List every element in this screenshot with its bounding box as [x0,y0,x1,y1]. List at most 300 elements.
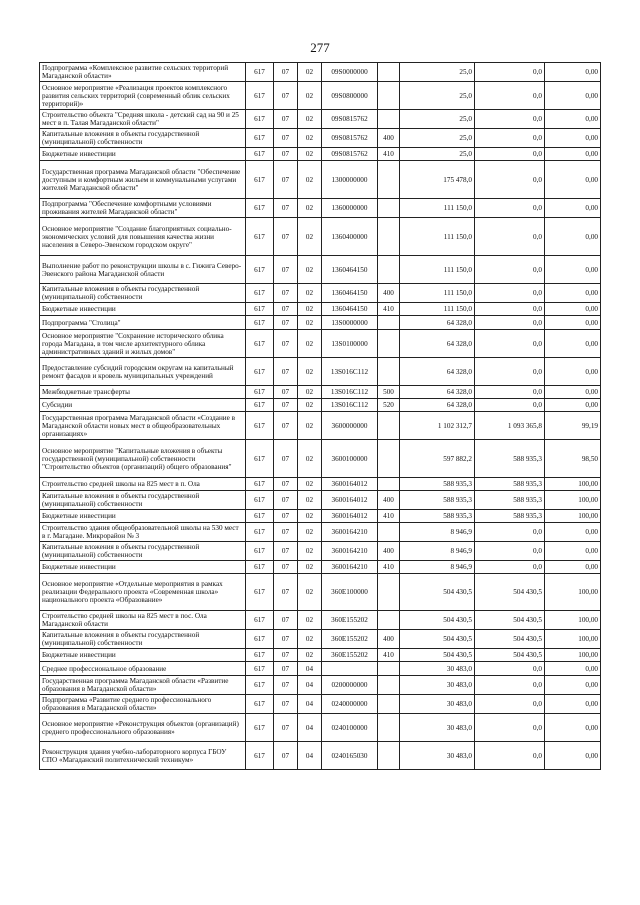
grbs-code: 617 [246,256,274,284]
subsection-code: 02 [298,440,322,478]
planned-amount: 111 150,0 [400,218,475,256]
subsection-code: 02 [298,110,322,129]
target-article-code: 09S0815762 [322,148,378,161]
execution-percent: 0,00 [545,676,601,695]
executed-amount: 0,0 [475,399,545,412]
table-row [40,412,601,440]
planned-amount: 111 150,0 [400,256,475,284]
execution-percent: 100,00 [545,478,601,491]
expense-type-code: 400 [378,630,400,649]
subsection-code: 02 [298,399,322,412]
row-name: Основное мероприятие «Реализация проектов комплексного развития сельских территорий (современный облик сельских территорий)» [40,82,246,110]
table-row [40,303,601,316]
expense-type-code: 400 [378,129,400,148]
table-row [40,649,601,662]
grbs-code: 617 [246,523,274,542]
table-row [40,386,601,399]
grbs-code: 617 [246,63,274,82]
row-name: Бюджетные инвестиции [40,148,246,161]
planned-amount: 30 483,0 [400,695,475,714]
target-article-code: 1360000000 [322,199,378,218]
grbs-code: 617 [246,284,274,303]
target-article-code: 13S016C112 [322,386,378,399]
expense-type-code [378,478,400,491]
section-code: 07 [274,742,298,770]
table-row [40,316,601,330]
table-row [40,148,601,161]
table-row [40,199,601,218]
executed-amount: 0,0 [475,676,545,695]
subsection-code: 04 [298,662,322,676]
grbs-code: 617 [246,574,274,611]
row-name: Строительство здания общеобразовательной школы на 530 мест в г. Магадане. Микрорайон № 3 [40,523,246,542]
table-row [40,714,601,742]
target-article-code: 1300000000 [322,161,378,199]
table-row [40,82,601,110]
table-row [40,161,601,199]
planned-amount: 111 150,0 [400,303,475,316]
target-article-code: 0240165030 [322,742,378,770]
executed-amount: 0,0 [475,199,545,218]
section-code: 07 [274,110,298,129]
subsection-code: 02 [298,542,322,561]
execution-percent: 99,19 [545,412,601,440]
executed-amount: 504 430,5 [475,630,545,649]
table-row [40,110,601,129]
execution-percent: 0,00 [545,148,601,161]
row-name: Подпрограмма "Столица" [40,316,246,330]
executed-amount: 0,0 [475,284,545,303]
section-code: 07 [274,574,298,611]
section-code: 07 [274,199,298,218]
target-article-code: 3600164012 [322,491,378,510]
row-name: Межбюджетные трансферты [40,386,246,399]
execution-percent: 100,00 [545,611,601,630]
target-article-code: 09S0000000 [322,63,378,82]
section-code: 07 [274,523,298,542]
subsection-code: 02 [298,330,322,358]
grbs-code: 617 [246,129,274,148]
expense-type-code [378,218,400,256]
target-article-code: 360E155202 [322,611,378,630]
expense-type-code [378,523,400,542]
expense-type-code [378,662,400,676]
planned-amount: 8 946,9 [400,523,475,542]
section-code: 07 [274,303,298,316]
expense-type-code [378,82,400,110]
grbs-code: 617 [246,742,274,770]
expense-type-code [378,358,400,386]
section-code: 07 [274,386,298,399]
subsection-code: 02 [298,478,322,491]
planned-amount: 588 935,3 [400,491,475,510]
grbs-code: 617 [246,714,274,742]
execution-percent: 0,00 [545,662,601,676]
row-name: Основное мероприятие "Сохранение исторического облика города Магадана, в том числе архитектурного облика административных зданий и жилых домов" [40,330,246,358]
planned-amount: 25,0 [400,63,475,82]
subsection-code: 02 [298,199,322,218]
executed-amount: 0,0 [475,129,545,148]
expense-type-code [378,161,400,199]
executed-amount: 1 093 365,8 [475,412,545,440]
table-row [40,330,601,358]
section-code: 07 [274,649,298,662]
subsection-code: 02 [298,358,322,386]
target-article-code: 360E155202 [322,630,378,649]
execution-percent: 100,00 [545,510,601,523]
target-article-code: 1360400000 [322,218,378,256]
subsection-code: 04 [298,676,322,695]
expense-type-code [378,63,400,82]
row-name: Капитальные вложения в объекты государственной (муниципальной) собственности [40,491,246,510]
expense-type-code [378,676,400,695]
execution-percent: 0,00 [545,199,601,218]
executed-amount: 0,0 [475,148,545,161]
planned-amount: 588 935,3 [400,478,475,491]
target-article-code: 360E100000 [322,574,378,611]
planned-amount: 64 328,0 [400,316,475,330]
execution-percent: 0,00 [545,542,601,561]
row-name: Среднее профессиональное образование [40,662,246,676]
planned-amount: 64 328,0 [400,386,475,399]
section-code: 07 [274,676,298,695]
planned-amount: 588 935,3 [400,510,475,523]
table-row [40,491,601,510]
subsection-code: 04 [298,714,322,742]
target-article-code: 0200000000 [322,676,378,695]
executed-amount: 0,0 [475,218,545,256]
target-article-code: 1360464150 [322,303,378,316]
expense-type-code [378,412,400,440]
budget-table-body [40,63,601,770]
expense-type-code: 400 [378,542,400,561]
planned-amount: 175 478,0 [400,161,475,199]
table-row [40,284,601,303]
subsection-code: 04 [298,742,322,770]
executed-amount: 0,0 [475,161,545,199]
subsection-code: 02 [298,649,322,662]
row-name: Строительство средней школы на 825 мест в п. Ола [40,478,246,491]
table-row [40,742,601,770]
execution-percent: 0,00 [545,695,601,714]
expense-type-code [378,256,400,284]
planned-amount: 111 150,0 [400,199,475,218]
subsection-code: 02 [298,561,322,574]
grbs-code: 617 [246,440,274,478]
grbs-code: 617 [246,611,274,630]
grbs-code: 617 [246,399,274,412]
execution-percent: 0,00 [545,561,601,574]
expense-type-code [378,330,400,358]
planned-amount: 64 328,0 [400,358,475,386]
execution-percent: 0,00 [545,256,601,284]
execution-percent: 0,00 [545,284,601,303]
execution-percent: 0,00 [545,161,601,199]
planned-amount: 597 882,2 [400,440,475,478]
target-article-code: 3600164210 [322,542,378,561]
section-code: 07 [274,561,298,574]
planned-amount: 504 430,5 [400,649,475,662]
expense-type-code: 410 [378,649,400,662]
table-row [40,523,601,542]
execution-percent: 0,00 [545,742,601,770]
row-name: Подпрограмма "Обеспечение комфортными условиями проживания жителей Магаданской области" [40,199,246,218]
executed-amount: 0,0 [475,110,545,129]
expense-type-code [378,695,400,714]
execution-percent: 0,00 [545,386,601,399]
execution-percent: 0,00 [545,316,601,330]
expense-type-code [378,611,400,630]
page-number: 277 [310,40,330,55]
executed-amount: 0,0 [475,523,545,542]
executed-amount: 588 935,3 [475,491,545,510]
grbs-code: 617 [246,561,274,574]
execution-percent: 0,00 [545,303,601,316]
grbs-code: 617 [246,316,274,330]
grbs-code: 617 [246,199,274,218]
grbs-code: 617 [246,542,274,561]
target-article-code: 13S016C112 [322,358,378,386]
planned-amount: 25,0 [400,110,475,129]
executed-amount: 0,0 [475,316,545,330]
executed-amount: 588 935,3 [475,510,545,523]
execution-percent: 98,50 [545,440,601,478]
expense-type-code: 400 [378,284,400,303]
planned-amount: 25,0 [400,148,475,161]
table-row [40,510,601,523]
expense-type-code [378,574,400,611]
row-name: Субсидии [40,399,246,412]
execution-percent: 0,00 [545,82,601,110]
grbs-code: 617 [246,662,274,676]
table-row [40,676,601,695]
target-article-code: 13S016C112 [322,399,378,412]
subsection-code: 04 [298,695,322,714]
row-name: Подпрограмма «Комплексное развитие сельских территорий Магаданской области» [40,63,246,82]
row-name: Строительство средней школы на 825 мест в пос. Ола Магаданской области [40,611,246,630]
target-article-code: 3600100000 [322,440,378,478]
table-row [40,662,601,676]
planned-amount: 30 483,0 [400,742,475,770]
target-article-code: 13S0100000 [322,330,378,358]
row-name: Выполнение работ по реконструкции школы в с. Гижига Северо-Эвенского района Магаданской области [40,256,246,284]
row-name: Реконструкция здания учебно-лабораторного корпуса ГБОУ СПО «Магаданский политехнический техникум» [40,742,246,770]
expense-type-code [378,199,400,218]
executed-amount: 0,0 [475,330,545,358]
subsection-code: 02 [298,574,322,611]
planned-amount: 8 946,9 [400,561,475,574]
executed-amount: 0,0 [475,561,545,574]
planned-amount: 1 102 312,7 [400,412,475,440]
table-row [40,542,601,561]
target-article-code: 1360464150 [322,284,378,303]
execution-percent: 0,00 [545,523,601,542]
executed-amount: 0,0 [475,256,545,284]
subsection-code: 02 [298,284,322,303]
table-row [40,440,601,478]
planned-amount: 30 483,0 [400,714,475,742]
target-article-code: 3600164210 [322,561,378,574]
subsection-code: 02 [298,256,322,284]
section-code: 07 [274,330,298,358]
planned-amount: 8 946,9 [400,542,475,561]
target-article-code: 1360464150 [322,256,378,284]
subsection-code: 02 [298,316,322,330]
planned-amount: 25,0 [400,82,475,110]
table-row [40,695,601,714]
row-name: Капитальные вложения в объекты государственной (муниципальной) собственности [40,630,246,649]
section-code: 07 [274,82,298,110]
table-row [40,478,601,491]
expense-type-code [378,110,400,129]
execution-percent: 0,00 [545,63,601,82]
expense-type-code: 410 [378,303,400,316]
section-code: 07 [274,510,298,523]
section-code: 07 [274,218,298,256]
expense-type-code: 400 [378,491,400,510]
row-name: Бюджетные инвестиции [40,303,246,316]
executed-amount: 0,0 [475,742,545,770]
row-name: Государственная программа Магаданской области «Развитие образования в Магаданской области» [40,676,246,695]
grbs-code: 617 [246,412,274,440]
target-article-code: 3600164012 [322,478,378,491]
row-name: Предоставление субсидий городским округам на капитальный ремонт фасадов и кровель муниципальных учреждений [40,358,246,386]
subsection-code: 02 [298,510,322,523]
grbs-code: 617 [246,491,274,510]
table-row [40,630,601,649]
row-name: Основное мероприятие «Реконструкция объектов (организаций) среднего профессионального образования» [40,714,246,742]
execution-percent: 100,00 [545,491,601,510]
executed-amount: 0,0 [475,662,545,676]
row-name: Капитальные вложения в объекты государственной (муниципальной) собственности [40,542,246,561]
executed-amount: 504 430,5 [475,611,545,630]
grbs-code: 617 [246,303,274,316]
grbs-code: 617 [246,695,274,714]
subsection-code: 02 [298,386,322,399]
subsection-code: 02 [298,148,322,161]
table-row [40,358,601,386]
expense-type-code [378,440,400,478]
subsection-code: 02 [298,491,322,510]
section-code: 07 [274,491,298,510]
target-article-code: 3600164012 [322,510,378,523]
section-code: 07 [274,148,298,161]
target-article-code: 09S0815762 [322,129,378,148]
grbs-code: 617 [246,330,274,358]
target-article-code: 360E155202 [322,649,378,662]
subsection-code: 02 [298,630,322,649]
execution-percent: 0,00 [545,330,601,358]
expense-type-code [378,742,400,770]
subsection-code: 02 [298,412,322,440]
grbs-code: 617 [246,161,274,199]
budget-table [39,62,601,770]
execution-percent: 0,00 [545,129,601,148]
expense-type-code [378,316,400,330]
executed-amount: 0,0 [475,303,545,316]
subsection-code: 02 [298,63,322,82]
table-row [40,256,601,284]
section-code: 07 [274,129,298,148]
executed-amount: 0,0 [475,714,545,742]
row-name: Основное мероприятие "Создание благоприятных социально-экономических условий для повышения качества жизни населения в Северо-Эвенском городском округе" [40,218,246,256]
row-name: Капитальные вложения в объекты государственной (муниципальной) собственности [40,284,246,303]
subsection-code: 02 [298,523,322,542]
section-code: 07 [274,695,298,714]
planned-amount: 30 483,0 [400,676,475,695]
row-name: Бюджетные инвестиции [40,561,246,574]
executed-amount: 0,0 [475,386,545,399]
executed-amount: 504 430,5 [475,649,545,662]
row-name: Капитальные вложения в объекты государственной (муниципальной) собственности [40,129,246,148]
execution-percent: 100,00 [545,630,601,649]
section-code: 07 [274,478,298,491]
subsection-code: 02 [298,82,322,110]
execution-percent: 0,00 [545,110,601,129]
table-row [40,63,601,82]
subsection-code: 02 [298,129,322,148]
section-code: 07 [274,316,298,330]
execution-percent: 100,00 [545,574,601,611]
section-code: 07 [274,440,298,478]
table-row [40,129,601,148]
executed-amount: 0,0 [475,695,545,714]
grbs-code: 617 [246,649,274,662]
expense-type-code: 410 [378,561,400,574]
grbs-code: 617 [246,676,274,695]
table-row [40,218,601,256]
section-code: 07 [274,412,298,440]
row-name: Государственная программа Магаданской области «Создание в Магаданской области новых мест в общеобразовательных организациях» [40,412,246,440]
section-code: 07 [274,611,298,630]
execution-percent: 0,00 [545,358,601,386]
target-article-code: 3600164210 [322,523,378,542]
executed-amount: 0,0 [475,63,545,82]
table-row [40,561,601,574]
planned-amount: 64 328,0 [400,399,475,412]
grbs-code: 617 [246,82,274,110]
table-row [40,399,601,412]
subsection-code: 02 [298,218,322,256]
grbs-code: 617 [246,218,274,256]
grbs-code: 617 [246,510,274,523]
row-name: Государственная программа Магаданской области "Обеспечение доступным и комфортным жильем и коммунальными услугами жителей Магаданской области" [40,161,246,199]
target-article-code: 3600000000 [322,412,378,440]
grbs-code: 617 [246,478,274,491]
grbs-code: 617 [246,148,274,161]
executed-amount: 0,0 [475,542,545,561]
grbs-code: 617 [246,110,274,129]
target-article-code: 09S0800000 [322,82,378,110]
target-article-code: 0240000000 [322,695,378,714]
target-article-code: 0240100000 [322,714,378,742]
section-code: 07 [274,63,298,82]
subsection-code: 02 [298,161,322,199]
target-article-code [322,662,378,676]
row-name: Строительство объекта "Средняя школа - детский сад на 90 и 25 мест в п. Талая Магаданской области" [40,110,246,129]
row-name: Подпрограмма «Развитие среднего профессионального образования в Магаданской области» [40,695,246,714]
section-code: 07 [274,630,298,649]
planned-amount: 30 483,0 [400,662,475,676]
section-code: 07 [274,399,298,412]
executed-amount: 504 430,5 [475,574,545,611]
execution-percent: 0,00 [545,714,601,742]
planned-amount: 111 150,0 [400,284,475,303]
target-article-code: 13S0000000 [322,316,378,330]
row-name: Бюджетные инвестиции [40,649,246,662]
planned-amount: 504 430,5 [400,574,475,611]
section-code: 07 [274,542,298,561]
